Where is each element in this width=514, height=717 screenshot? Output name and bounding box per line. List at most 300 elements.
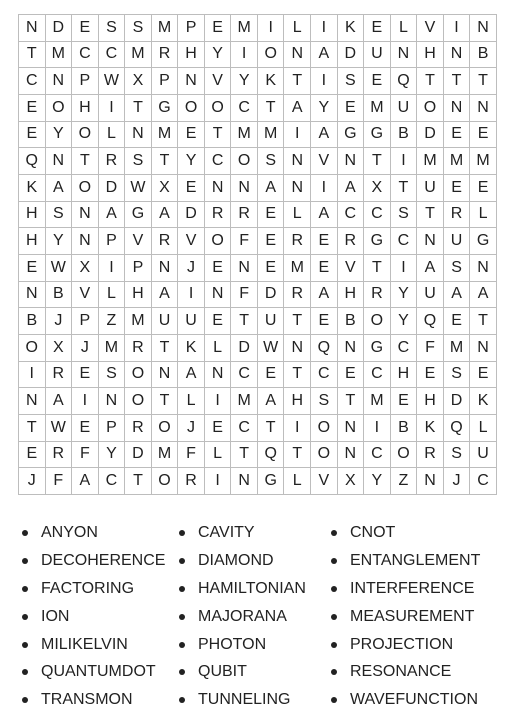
grid-cell: E	[205, 308, 232, 335]
grid-cell: L	[99, 282, 126, 309]
grid-cell: X	[46, 335, 73, 362]
grid-cell: K	[258, 68, 285, 95]
bullet-icon	[22, 530, 28, 536]
word-label: PROJECTION	[350, 635, 454, 653]
bullet-icon	[179, 558, 185, 564]
grid-cell: E	[417, 362, 444, 389]
grid-cell: N	[391, 42, 418, 69]
grid-cell: O	[311, 442, 338, 469]
grid-cell: P	[99, 228, 126, 255]
grid-cell: N	[231, 255, 258, 282]
grid-cell: D	[125, 442, 152, 469]
word-list-item	[179, 658, 331, 686]
grid-cell: S	[46, 202, 73, 229]
grid-cell: Y	[178, 148, 205, 175]
grid-cell: J	[178, 255, 205, 282]
grid-cell: C	[470, 468, 497, 495]
grid-cell: C	[364, 442, 391, 469]
grid-cell: N	[46, 68, 73, 95]
grid-cell: K	[338, 15, 365, 42]
grid-cell: A	[258, 388, 285, 415]
word-label: ION	[41, 607, 70, 625]
grid-cell: R	[152, 42, 179, 69]
grid-cell: P	[99, 415, 126, 442]
grid-cell: A	[311, 202, 338, 229]
grid-cell: S	[444, 442, 471, 469]
grid-cell: A	[284, 95, 311, 122]
grid-cell: E	[338, 95, 365, 122]
grid-cell: P	[178, 15, 205, 42]
word-label: MILIKELVIN	[41, 635, 128, 653]
grid-cell: W	[99, 68, 126, 95]
grid-cell: Y	[231, 68, 258, 95]
grid-cell: W	[46, 255, 73, 282]
grid-cell: S	[99, 362, 126, 389]
grid-cell: F	[72, 442, 99, 469]
grid-cell: T	[152, 335, 179, 362]
grid-cell: C	[99, 42, 126, 69]
word-label: CAVITY	[198, 523, 255, 541]
grid-cell: A	[46, 175, 73, 202]
grid-cell: L	[284, 15, 311, 42]
bullet-icon	[331, 558, 337, 564]
grid-cell: N	[178, 68, 205, 95]
grid-cell: R	[417, 442, 444, 469]
grid-cell: K	[417, 415, 444, 442]
word-list-item	[179, 519, 331, 547]
grid-cell: T	[125, 95, 152, 122]
bullet-icon	[22, 642, 28, 648]
grid-cell: T	[470, 308, 497, 335]
grid-cell: H	[178, 42, 205, 69]
grid-cell: B	[338, 308, 365, 335]
grid-cell: N	[231, 468, 258, 495]
grid-cell: E	[364, 15, 391, 42]
grid-cell: R	[99, 148, 126, 175]
grid-cell: I	[205, 388, 232, 415]
grid-cell: L	[99, 122, 126, 149]
grid-cell: E	[444, 175, 471, 202]
grid-cell: S	[391, 202, 418, 229]
grid-cell: E	[72, 15, 99, 42]
grid-cell: Y	[46, 122, 73, 149]
grid-cell: T	[391, 175, 418, 202]
grid-cell: A	[311, 42, 338, 69]
grid-cell: R	[178, 468, 205, 495]
grid-cell: Q	[258, 442, 285, 469]
word-list-item	[179, 631, 331, 659]
grid-cell: O	[391, 442, 418, 469]
word-label: MEASUREMENT	[350, 607, 475, 625]
grid-cell: E	[19, 442, 46, 469]
bullet-icon	[179, 669, 185, 675]
grid-cell: V	[72, 282, 99, 309]
grid-cell: I	[364, 415, 391, 442]
grid-cell: O	[205, 95, 232, 122]
grid-cell: V	[205, 68, 232, 95]
grid-cell: U	[417, 175, 444, 202]
grid-cell: N	[417, 468, 444, 495]
grid-cell: F	[231, 228, 258, 255]
grid-cell: G	[338, 122, 365, 149]
grid-cell: M	[152, 442, 179, 469]
grid-cell: I	[391, 255, 418, 282]
grid-cell: M	[125, 308, 152, 335]
grid-cell: I	[284, 122, 311, 149]
grid-cell: U	[391, 95, 418, 122]
grid-cell: D	[417, 122, 444, 149]
grid-cell: E	[19, 95, 46, 122]
grid-cell: I	[284, 415, 311, 442]
grid-cell: H	[72, 95, 99, 122]
grid-cell: K	[19, 175, 46, 202]
grid-cell: V	[178, 228, 205, 255]
grid-cell: H	[417, 42, 444, 69]
grid-cell: R	[205, 202, 232, 229]
grid-cell: A	[72, 468, 99, 495]
grid-cell: H	[338, 282, 365, 309]
grid-cell: Y	[46, 228, 73, 255]
grid-cell: H	[284, 388, 311, 415]
grid-cell: I	[205, 468, 232, 495]
grid-cell: C	[231, 362, 258, 389]
grid-cell: E	[444, 308, 471, 335]
grid-cell: L	[284, 468, 311, 495]
bullet-icon	[331, 697, 337, 703]
grid-cell: K	[470, 388, 497, 415]
grid-cell: L	[205, 442, 232, 469]
grid-cell: C	[391, 228, 418, 255]
grid-cell: V	[125, 228, 152, 255]
grid-cell: N	[231, 175, 258, 202]
grid-cell: Z	[391, 468, 418, 495]
grid-cell: N	[46, 148, 73, 175]
grid-cell: M	[444, 148, 471, 175]
grid-cell: N	[72, 228, 99, 255]
grid-cell: C	[231, 95, 258, 122]
word-label: TRANSMON	[41, 691, 133, 709]
grid-cell: E	[205, 255, 232, 282]
grid-cell: M	[284, 255, 311, 282]
grid-cell: Y	[205, 42, 232, 69]
grid-cell: I	[311, 68, 338, 95]
grid-cell: M	[231, 15, 258, 42]
word-label: ENTANGLEMENT	[350, 551, 481, 569]
grid-cell: N	[152, 362, 179, 389]
grid-cell: V	[338, 255, 365, 282]
grid-cell: R	[152, 228, 179, 255]
grid-cell: E	[72, 362, 99, 389]
grid-cell: M	[258, 122, 285, 149]
grid-cell: N	[338, 335, 365, 362]
grid-cell: Q	[19, 148, 46, 175]
grid-cell: A	[311, 122, 338, 149]
grid-cell: O	[364, 308, 391, 335]
word-label: FACTORING	[41, 579, 135, 597]
word-label: ANYON	[41, 523, 98, 541]
grid-cell: I	[444, 15, 471, 42]
grid-cell: I	[99, 95, 126, 122]
word-label: MAJORANA	[198, 607, 287, 625]
grid-cell: E	[311, 228, 338, 255]
grid-cell: R	[46, 362, 73, 389]
grid-cell: M	[444, 335, 471, 362]
grid-cell: T	[19, 42, 46, 69]
grid-cell: S	[444, 255, 471, 282]
word-list-item	[22, 631, 179, 659]
grid-cell: A	[444, 282, 471, 309]
grid-cell: N	[19, 388, 46, 415]
grid-cell: T	[258, 415, 285, 442]
word-list-item	[331, 631, 502, 659]
grid-cell: N	[444, 95, 471, 122]
word-label: QUBIT	[198, 663, 247, 681]
grid-cell: I	[258, 15, 285, 42]
grid-cell: E	[19, 255, 46, 282]
grid-cell: I	[391, 148, 418, 175]
grid-cell: N	[19, 15, 46, 42]
grid-cell: Q	[311, 335, 338, 362]
grid-cell: O	[152, 415, 179, 442]
grid-cell: E	[258, 228, 285, 255]
grid-cell: P	[125, 255, 152, 282]
grid-cell: E	[311, 308, 338, 335]
grid-cell: L	[178, 388, 205, 415]
grid-cell: C	[72, 42, 99, 69]
grid-cell: D	[178, 202, 205, 229]
bullet-icon	[179, 586, 185, 592]
grid-cell: N	[99, 388, 126, 415]
grid-cell: Q	[391, 68, 418, 95]
grid-cell: I	[19, 362, 46, 389]
grid-cell: N	[284, 148, 311, 175]
grid-cell: T	[417, 202, 444, 229]
grid-cell: C	[311, 362, 338, 389]
bullet-icon	[179, 530, 185, 536]
grid-cell: B	[391, 122, 418, 149]
grid-cell: O	[19, 335, 46, 362]
grid-cell: T	[205, 122, 232, 149]
grid-cell: N	[205, 175, 232, 202]
grid-cell: N	[338, 442, 365, 469]
grid-cell: L	[470, 415, 497, 442]
grid-cell: T	[231, 442, 258, 469]
grid-cell: R	[125, 415, 152, 442]
grid-cell: U	[444, 228, 471, 255]
grid-cell: X	[338, 468, 365, 495]
grid-cell: M	[231, 122, 258, 149]
grid-cell: N	[284, 175, 311, 202]
grid-cell: B	[46, 282, 73, 309]
word-list-item	[331, 658, 502, 686]
word-list-item	[22, 686, 179, 714]
word-list-item	[331, 575, 502, 603]
grid-cell: E	[470, 175, 497, 202]
grid-cell: U	[152, 308, 179, 335]
bullet-icon	[331, 614, 337, 620]
grid-cell: R	[231, 202, 258, 229]
word-list-item	[331, 519, 502, 547]
grid-cell: Y	[364, 468, 391, 495]
grid-cell: C	[231, 415, 258, 442]
grid-cell: H	[125, 282, 152, 309]
grid-cell: A	[152, 282, 179, 309]
grid-cell: G	[152, 95, 179, 122]
grid-cell: N	[444, 42, 471, 69]
grid-cell: L	[284, 202, 311, 229]
grid-cell: R	[284, 228, 311, 255]
grid-cell: L	[470, 202, 497, 229]
grid-cell: O	[72, 122, 99, 149]
word-list-item	[331, 547, 502, 575]
bullet-icon	[22, 558, 28, 564]
bullet-icon	[22, 669, 28, 675]
grid-cell: G	[125, 202, 152, 229]
grid-cell: D	[46, 15, 73, 42]
bullet-icon	[331, 530, 337, 536]
grid-cell: T	[152, 388, 179, 415]
grid-cell: U	[417, 282, 444, 309]
grid-cell: H	[19, 228, 46, 255]
grid-cell: O	[258, 42, 285, 69]
grid-cell: G	[364, 228, 391, 255]
bullet-icon	[22, 586, 28, 592]
grid-cell: T	[284, 442, 311, 469]
word-list-item	[331, 686, 502, 714]
grid-cell: M	[364, 95, 391, 122]
grid-cell: N	[338, 148, 365, 175]
grid-cell: D	[338, 42, 365, 69]
grid-cell: M	[231, 388, 258, 415]
grid-cell: R	[46, 442, 73, 469]
grid-cell: A	[417, 255, 444, 282]
grid-cell: P	[152, 68, 179, 95]
word-list-item	[179, 686, 331, 714]
grid-cell: K	[178, 335, 205, 362]
word-label: HAMILTONIAN	[198, 579, 306, 597]
word-list-item	[179, 547, 331, 575]
grid-cell: E	[470, 122, 497, 149]
word-label: PHOTON	[198, 635, 267, 653]
grid-cell: T	[125, 468, 152, 495]
grid-cell: T	[231, 308, 258, 335]
grid-cell: T	[72, 148, 99, 175]
grid-cell: M	[125, 42, 152, 69]
grid-cell: E	[364, 68, 391, 95]
bullet-icon	[331, 642, 337, 648]
grid-cell: T	[364, 255, 391, 282]
grid-cell: X	[364, 175, 391, 202]
grid-cell: I	[231, 42, 258, 69]
grid-cell: T	[470, 68, 497, 95]
grid-cell: S	[99, 15, 126, 42]
grid-cell: C	[391, 335, 418, 362]
grid-cell: T	[152, 148, 179, 175]
grid-cell: N	[284, 42, 311, 69]
grid-cell: J	[72, 335, 99, 362]
word-label: INTERFERENCE	[350, 579, 475, 597]
bullet-icon	[22, 697, 28, 703]
grid-cell: I	[99, 255, 126, 282]
bullet-icon	[179, 642, 185, 648]
grid-cell: T	[284, 308, 311, 335]
word-list-item	[22, 519, 179, 547]
grid-cell: G	[470, 228, 497, 255]
grid-cell: E	[19, 122, 46, 149]
grid-cell: H	[391, 362, 418, 389]
grid-cell: F	[417, 335, 444, 362]
grid-cell: V	[311, 148, 338, 175]
grid-cell: P	[72, 68, 99, 95]
word-list-item	[331, 603, 502, 631]
grid-cell: D	[258, 282, 285, 309]
grid-cell: E	[338, 362, 365, 389]
grid-cell: P	[72, 308, 99, 335]
grid-cell: X	[72, 255, 99, 282]
grid-cell: S	[125, 15, 152, 42]
bullet-icon	[179, 697, 185, 703]
word-label: TUNNELING	[198, 691, 291, 709]
grid-cell: W	[125, 175, 152, 202]
grid-cell: Y	[311, 95, 338, 122]
grid-cell: O	[311, 415, 338, 442]
grid-cell: R	[338, 228, 365, 255]
grid-cell: C	[364, 202, 391, 229]
grid-cell: A	[178, 362, 205, 389]
grid-cell: V	[311, 468, 338, 495]
grid-cell: S	[258, 148, 285, 175]
word-search-grid	[18, 14, 497, 495]
grid-cell: D	[444, 388, 471, 415]
grid-cell: C	[99, 468, 126, 495]
word-label: WAVEFUNCTION	[350, 691, 478, 709]
grid-cell: C	[205, 148, 232, 175]
grid-cell: A	[338, 175, 365, 202]
grid-cell: B	[470, 42, 497, 69]
grid-cell: N	[19, 282, 46, 309]
grid-cell: N	[470, 335, 497, 362]
grid-cell: E	[444, 122, 471, 149]
grid-cell: H	[19, 202, 46, 229]
grid-cell: O	[125, 388, 152, 415]
grid-cell: E	[178, 175, 205, 202]
grid-cell: G	[258, 468, 285, 495]
grid-cell: E	[258, 202, 285, 229]
grid-cell: A	[258, 175, 285, 202]
grid-cell: O	[205, 228, 232, 255]
grid-cell: M	[470, 148, 497, 175]
grid-cell: X	[125, 68, 152, 95]
grid-cell: N	[152, 255, 179, 282]
grid-cell: O	[417, 95, 444, 122]
grid-cell: E	[205, 15, 232, 42]
grid-cell: I	[178, 282, 205, 309]
grid-cell: M	[152, 15, 179, 42]
grid-cell: M	[364, 388, 391, 415]
word-label: CNOT	[350, 523, 396, 541]
grid-cell: A	[152, 202, 179, 229]
grid-cell: A	[311, 282, 338, 309]
grid-cell: I	[311, 175, 338, 202]
grid-cell: O	[125, 362, 152, 389]
grid-cell: C	[19, 68, 46, 95]
grid-cell: Q	[417, 308, 444, 335]
grid-cell: H	[417, 388, 444, 415]
word-list-item	[179, 575, 331, 603]
grid-cell: A	[99, 202, 126, 229]
grid-cell: V	[417, 15, 444, 42]
grid-cell: R	[125, 335, 152, 362]
